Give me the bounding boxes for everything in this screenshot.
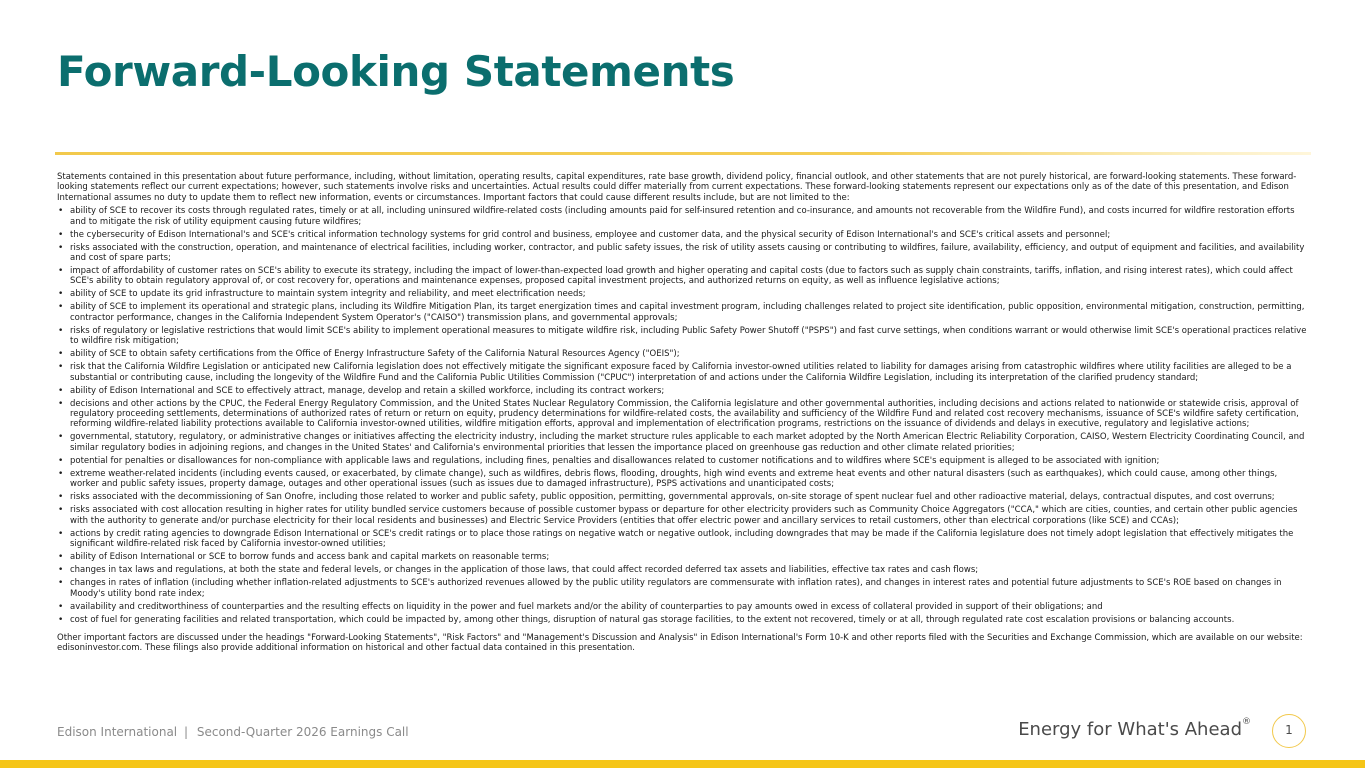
risk-factor-text: extreme weather-related incidents (including events caused, or exacerbated, by climate change), such as wildfires, debris flows, flooding, droughts, high wind events and extreme heat events and other natural disasters (such as earthquakes), which could cause, among other things, worker and public safety issues, property damage, outages and other operational issues (such as issues due to damaged infrastructure), PSPS activations and unanticipated costs; [70, 468, 1278, 490]
page-number-badge [1272, 714, 1306, 748]
bullet-icon: • [58, 505, 64, 516]
risk-factor-item [57, 230, 1307, 240]
risk-factor-item [57, 565, 1307, 575]
risk-factor-item [57, 578, 1307, 599]
bottom-accent-bar [0, 760, 1365, 768]
bullet-icon: • [58, 349, 64, 360]
risk-factor-text: actions by credit rating agencies to downgrade Edison International or SCE's credit ratings or to place those ratings on negative watch or negative outlook, including downgrades that may be made if the California legislature does not timely adopt legislation that effectively mitigates the significant wildfire-related risk faced by California investor-owned utilities; [70, 528, 1294, 550]
closing-paragraph: Other important factors are discussed under the headings "Forward-Looking Statements", "Risk Factors" and "Management's Discussion and Analysis" in Edison International's Form 10-K and other reports filed with the Securities and Exchange Commission, which are available on our website: edisoninvestor.com. These filings also provide additional information on historical and other factual data contained in this presentation. [57, 632, 1303, 654]
risk-factor-text: cost of fuel for generating facilities and related transportation, which could be impacted by, among other things, disruption of natural gas storage facilities, to the extent not recovered, timely or at all, through regulated rate cost escalation provisions or balancing accounts. [70, 614, 1235, 625]
risk-factor-text: changes in tax laws and regulations, at both the state and federal levels, or changes in the application of those laws, that could affect recorded deferred tax assets and liabilities, effective tax rates and cash flows; [70, 565, 979, 576]
bullet-icon: • [58, 552, 64, 563]
risk-factor-text: availability and creditworthiness of counterparties and the resulting effects on liquidity in the power and fuel markets and/or the ability of counterparties to pay amounts owed in excess of collateral provided in support of their obligations; and [70, 601, 1103, 612]
bullet-icon: • [58, 229, 64, 240]
footer-event: Second-Quarter 2026 Earnings Call [196, 725, 409, 739]
bullet-icon: • [58, 601, 64, 612]
risk-factor-item [57, 469, 1307, 490]
risk-factor-item [57, 243, 1307, 264]
risk-factor-text: ability of SCE to obtain safety certifications from the Office of Energy Infrastructure Safety of the California Natural Resources Agency ("OEIS"); [70, 349, 680, 360]
risk-factor-item [57, 302, 1307, 323]
tagline-text: Energy for What's Ahead [1018, 719, 1242, 740]
risk-factor-item [57, 432, 1307, 453]
bullet-icon: • [58, 398, 64, 409]
bullet-icon: • [58, 578, 64, 589]
risk-factor-item [57, 266, 1307, 287]
footer-company: Edison International [57, 725, 178, 739]
risk-factor-item [57, 206, 1307, 227]
bullet-icon: • [58, 468, 64, 479]
risk-factor-text: the cybersecurity of Edison International's and SCE's critical information technology systems for grid control and business, employee and customer data, and the physical security of Edison International's and SCE's critical assets and personnel; [70, 229, 1111, 240]
risk-factor-text: potential for penalties or disallowances for non-compliance with applicable laws and regulations, including fines, penalties and disallowances related to customer notifications and to wildfires where SCE's equipment is alleged to be associated with ignition; [70, 455, 1160, 466]
risk-factor-text: ability of SCE to implement its operational and strategic plans, including its Wildfire Mitigation Plan, its target energization times and capital investment program, including challenges related to project site identification, public opposition, environmental mitigation, construction, permitting, contractor performance, changes in the California Independent System Operator's ("CAISO") transmission plans, and governmental approvals; [70, 302, 1305, 323]
risk-factor-text: risks of regulatory or legislative restrictions that would limit SCE's ability to implement operational measures to mitigate wildfire risk, including Public Safety Power Shutoff ("PSPS") and fast curve settings, when conditions warrant or would otherwise limit SCE's operational practices relative to wildfire risk mitigation; [70, 325, 1307, 347]
title-divider [55, 152, 1311, 155]
risk-factor-item [57, 349, 1307, 359]
bullet-icon: • [58, 565, 64, 576]
risk-factor-text: governmental, statutory, regulatory, or administrative changes or initiatives affecting the electricity industry, including the market structure rules applicable to each market adopted by the North American Electric Reliability Corporation, CAISO, Western Electricity Coordinating Council, and similar regulatory bodies in adjoining regions, and changes in the United States' and California's environmental priorities that lessen the importance placed on greenhouse gas reduction and other climate related priorities; [70, 432, 1305, 453]
bullet-icon: • [58, 385, 64, 396]
risk-factor-text: ability of SCE to recover its costs through regulated rates, timely or at all, including uninsured wildfire-related costs (including amounts paid for self-insured retention and co-insurance, and amounts not recoverable from the Wildfire Fund), and costs incurred for wildfire restoration efforts and to mitigate the risk of utility equipment causing future wildfires; [70, 206, 1295, 227]
risk-factor-item [57, 615, 1307, 625]
risk-factor-item [57, 456, 1307, 466]
risk-factor-item [57, 289, 1307, 299]
brand-tagline [1018, 719, 1251, 740]
bullet-icon: • [58, 242, 64, 253]
page-number: 1 [1285, 723, 1293, 737]
bullet-icon: • [58, 302, 64, 313]
bullet-icon: • [58, 362, 64, 373]
risk-factor-text: impact of affordability of customer rates on SCE's ability to execute its strategy, including the impact of lower-than-expected load growth and higher operating and capital costs (due to factors such as supply chain constraints, tariffs, inflation, and rising interest rates), which could affect SCE's ability to obtain regulatory approval of, or cost recovery for, operations and maintenance expenses, proposed capital investment projects, and authorized returns on equity, as well as influence legislative actions; [70, 266, 1293, 287]
bullet-icon: • [58, 492, 64, 503]
bullet-icon: • [58, 325, 64, 336]
risk-factor-item [57, 386, 1307, 396]
risk-factor-item [57, 602, 1307, 612]
risk-factor-text: risk that the California Wildfire Legislation or anticipated new California legislation does not effectively mitigate the significant exposure faced by California investor-owned utilities related to liability for damages arising from catastrophic wildfires where utility facilities are alleged to be a substantial or contributing cause, including the longevity of the Wildfire Fund and the California Public Utilities Commission ("CPUC") interpretation of and actions under the California Wildfire Legislation, including its interpretation of the clarified prudency standard; [70, 362, 1292, 383]
risk-factor-item [57, 326, 1307, 347]
bullet-icon: • [58, 432, 64, 443]
risk-factor-item [57, 529, 1307, 550]
page-title: Forward-Looking Statements [57, 47, 735, 96]
risk-factor-item [57, 505, 1307, 526]
risk-factor-list [57, 206, 1307, 625]
risk-factor-text: ability of SCE to update its grid infrastructure to maintain system integrity and reliability, and meet electrification needs; [70, 289, 586, 300]
risk-factor-text: ability of Edison International and SCE to effectively attract, manage, develop and retain a skilled workforce, including its contract workers; [70, 385, 665, 396]
bullet-icon: • [58, 206, 64, 217]
risk-factor-text: ability of Edison International or SCE to borrow funds and access bank and capital markets on reasonable terms; [70, 552, 550, 563]
risk-factor-item [57, 362, 1307, 383]
risk-factor-text: risks associated with cost allocation resulting in higher rates for utility bundled service customers because of possible customer bypass or departure for other electricity providers such as Community Choice Aggregators ("CCA," which are cities, counties, and certain other public agencies with the authority to generate and/or purchase electricity for their local residents and businesses) and Electric Service Providers (entities that offer electric power and ancillary services to retail customers, other than electrical corporations (like SCE) and CCAs); [70, 505, 1298, 526]
risk-factor-text: changes in rates of inflation (including whether inflation-related adjustments to SCE's authorized revenues allowed by the public utility regulators are commensurate with inflation rates), and changes in interest rates and potential future adjustments to SCE's ROE based on changes in Moody's utility bond rate index; [70, 578, 1282, 599]
bullet-icon: • [58, 528, 64, 539]
disclaimer-body [57, 172, 1307, 654]
risk-factor-text: risks associated with the decommissioning of San Onofre, including those related to worker and public safety, public opposition, permitting, governmental approvals, on-site storage of spent nuclear fuel and other radioactive material, delays, contractual disputes, and cost overruns; [70, 492, 1275, 503]
bullet-icon: • [58, 266, 64, 277]
footer-event-info [57, 725, 409, 739]
risk-factor-text: decisions and other actions by the CPUC, the Federal Energy Regulatory Commission, and the United States Nuclear Regulatory Commission, the California legislature and other governmental authorities, including decisions and actions related to nationwide or statewide crisis, approval of regulatory proceeding settlements, determinations of authorized rates of return or return on equity, prudency determinations for wildfire-related costs, the availability and sufficiency of the Wildfire Fund and related cost recovery mechanisms, issuance of SCE's wildfire safety certification, reforming wildfire-related liability protections available to California investor-owned utilities, wildfire mitigation efforts, approval and implementation of electrification programs, restrictions on the issuance of dividends and delays in executive, regulatory and legislative actions; [70, 398, 1299, 430]
bullet-icon: • [58, 455, 64, 466]
registered-mark: ® [1242, 717, 1251, 727]
bullet-icon: • [58, 614, 64, 625]
risk-factor-item [57, 399, 1307, 430]
risk-factor-item [57, 492, 1307, 502]
bullet-icon: • [58, 289, 64, 300]
intro-paragraph: Statements contained in this presentation about future performance, including, without limitation, operating results, capital expenditures, rate base growth, dividend policy, financial outlook, and other statements that are not purely historical, are forward-looking statements. These forward-looking statements reflect our current expectations; however, such statements involve risks and uncertainties. Actual results could differ materially from current expectations. These forward-looking statements represent our expectations only as of the date of this presentation, and Edison International assumes no duty to update them to reflect new information, events or circumstances. Important factors that could cause different results include, but are not limited to the: [57, 172, 1297, 203]
risk-factor-item [57, 552, 1307, 562]
footer-separator: | [183, 725, 189, 739]
risk-factor-text: risks associated with the construction, operation, and maintenance of electrical facilities, including worker, contractor, and public safety issues, the risk of utility assets causing or contributing to wildfires, failure, availability, efficiency, and output of equipment and facilities, and availability and cost of spare parts; [70, 242, 1305, 264]
